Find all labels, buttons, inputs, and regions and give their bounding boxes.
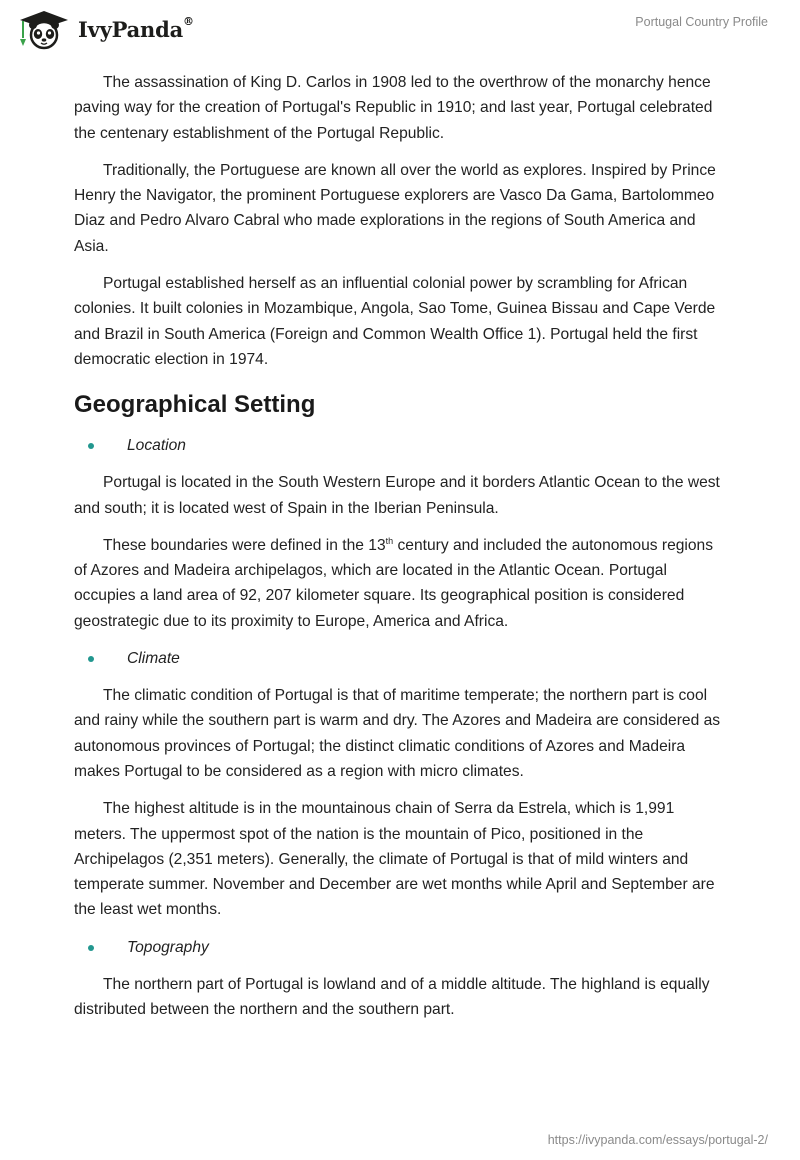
paragraph-topography: The northern part of Portugal is lowland and of a middle altitude. The highland is equally distributed between the northern and the southern part.	[74, 975, 710, 1019]
paragraph-climate: The climatic condition of Portugal is that of maritime temperate; the northern part is cool and rainy while the southern part is warm and dry. The Azores and Madeira are considered as autonomous provinces of Portugal; the distinct climatic conditions of Azores and Madeira makes Portugal to be considered as a region with micro climates.	[74, 687, 721, 780]
paragraph-monarchy: The assassination of King D. Carlos in 1908 led to the overthrow of the monarchy hence paving way for the creation of Portugal's Republic in 1910; and last year, Portugal celebrated the centenary establishment of the Portugal Republic.	[74, 74, 713, 142]
essay-content	[74, 70, 724, 1034]
paragraph-boundaries: These boundaries were defined in the 13th century and included the autonomous regions of Azores and Madeira archipelagos, which are located in the Atlantic Ocean. Portugal occupies a land area of 92, 207 kilometer square. Its geographical position is considered geostrategic due to its proximity to Europe, America and Africa.	[74, 535, 714, 630]
brand-name: IvyPanda®	[78, 14, 194, 42]
bullet-location	[74, 433, 724, 459]
bullet-climate	[74, 646, 724, 672]
paragraph-explorers: Traditionally, the Portuguese are known all over the world as explores. Inspired by Prince Henry the Navigator, the prominent Portuguese explorers are Vasco Da Gama, Bartolommeo Diaz and Pedro Alvaro Cabral who made explorations in the regions of South America and Asia.	[74, 161, 716, 255]
bullet-dot-icon	[88, 656, 94, 662]
ivypanda-logo[interactable]	[14, 8, 194, 50]
document-title: Portugal Country Profile	[635, 15, 768, 29]
bullet-label: Topography	[127, 938, 209, 956]
bullet-label: Climate	[127, 650, 180, 668]
bullet-label: Location	[127, 437, 186, 455]
paragraph-altitude: The highest altitude is in the mountainous chain of Serra da Estrela, which is 1,991 meters. The uppermost spot of the nation is the mountain of Pico, positioned in the Archipelagos (2,351 meters). Generally, the climate of Portugal is that of mild winters and temperate summer. November and December are wet months while April and September are the least wet months.	[74, 800, 715, 919]
bullet-topography	[74, 935, 724, 961]
paragraph-colonies: Portugal established herself as an influential colonial power by scrambling for African colonies. It built colonies in Mozambique, Angola, Sao Tome, Guinea Bissau and Cape Verde and Brazil in South America (Foreign and Common Wealth Office 1). Portugal held the first democratic election in 1974.	[74, 275, 716, 368]
trademark-sign: ®	[183, 14, 194, 28]
section-heading: Geographical Setting	[74, 391, 316, 419]
bullet-dot-icon	[88, 443, 94, 449]
page-header	[0, 0, 800, 60]
paragraph-location: Portugal is located in the South Western Europe and it borders Atlantic Ocean to the west and south; it is located west of Spain in the Iberian Peninsula.	[74, 474, 720, 517]
ordinal-suffix: th	[385, 535, 394, 546]
source-url[interactable]: https://ivypanda.com/essays/portugal-2/	[547, 1133, 768, 1147]
bullet-dot-icon	[88, 945, 94, 951]
panda-graduate-icon	[14, 8, 72, 50]
